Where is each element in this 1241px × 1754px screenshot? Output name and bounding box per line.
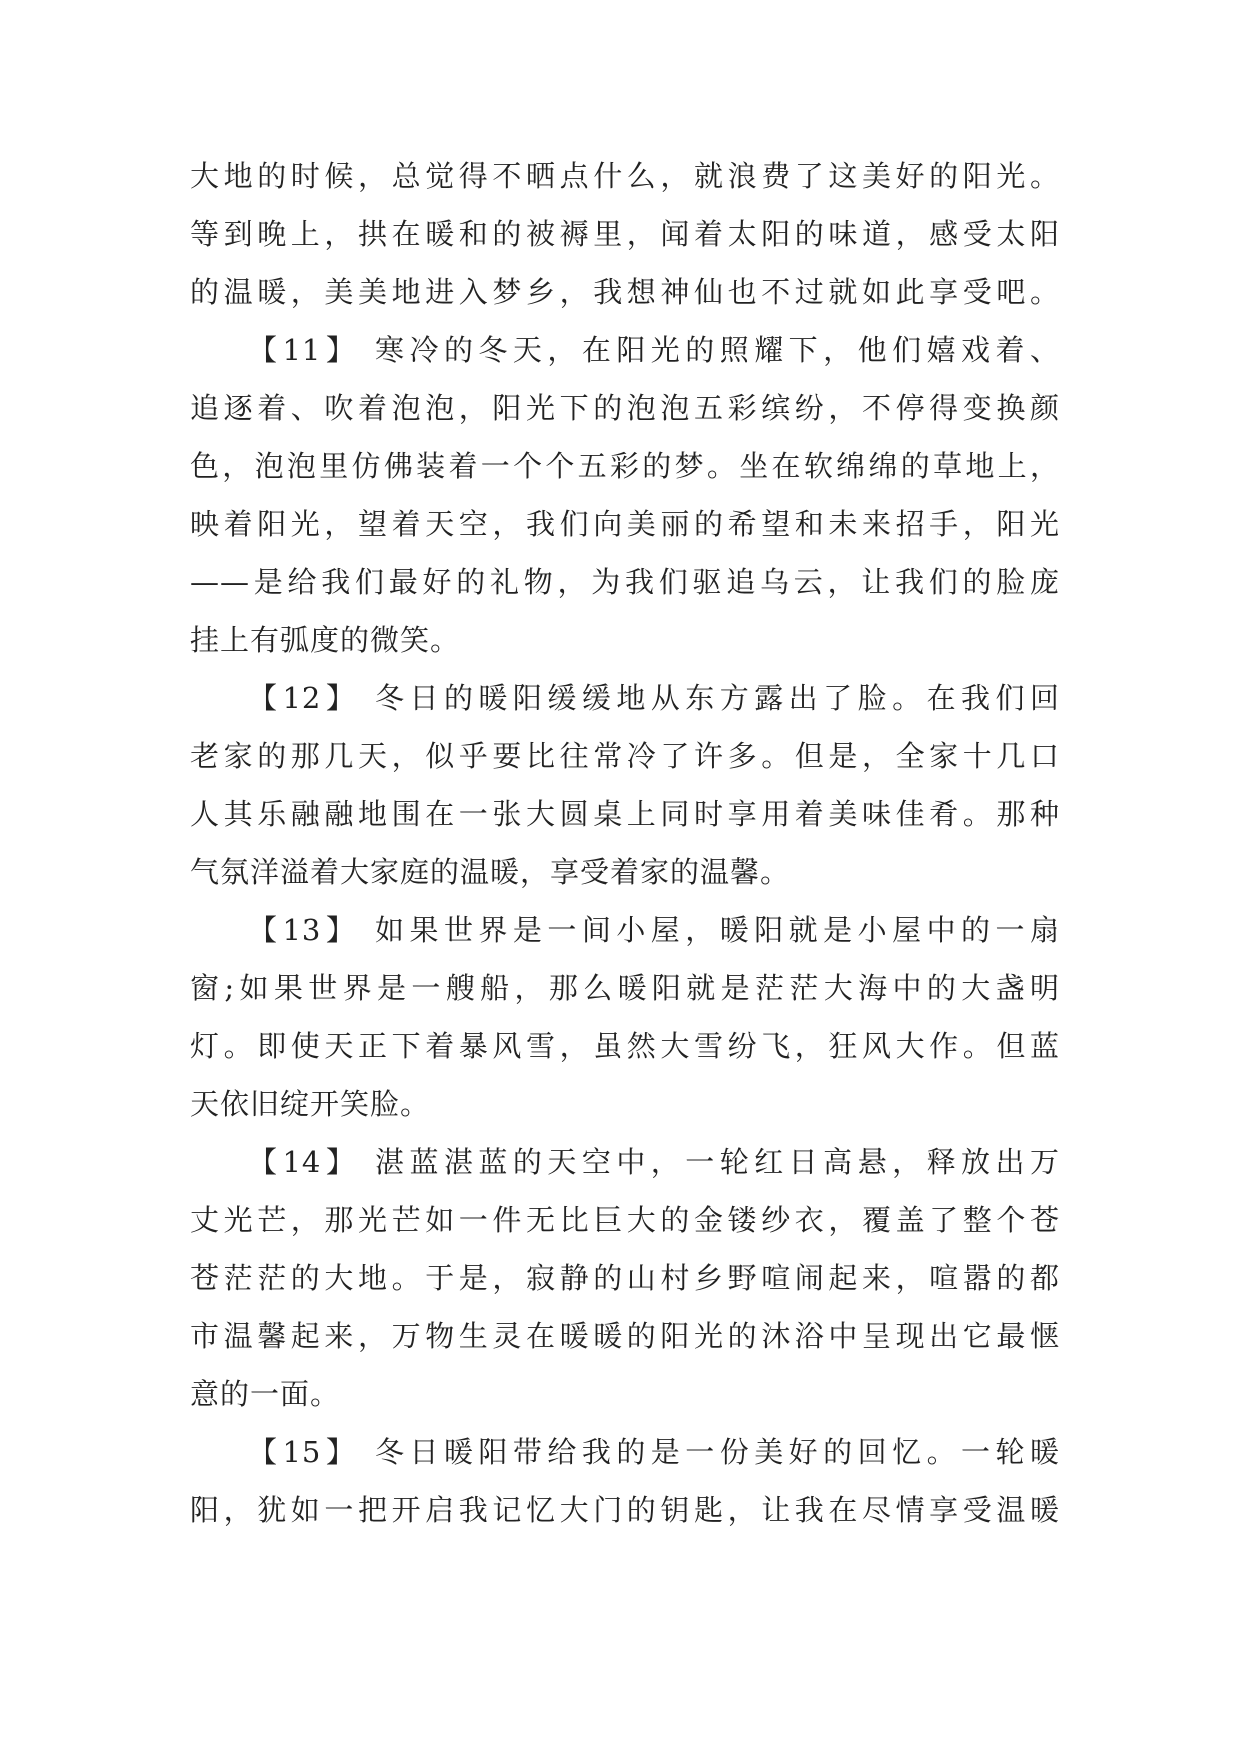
text-line: 等到晚上，拱在暖和的被褥里，闻着太阳的味道，感受太阳 [190,217,1060,251]
text-line: 【12】 冬日的暖阳缓缓地从东方露出了脸。在我们回 [248,681,1060,715]
text-line: 老家的那几天，似乎要比往常冷了许多。但是，全家十几口 [190,739,1060,773]
paragraph [190,1433,1060,1529]
text-line: 阳，犹如一把开启我记忆大门的钥匙，让我在尽情享受温暖 [190,1493,1060,1527]
text-line: 天依旧绽开笑脸。 [190,1087,431,1121]
text-line: 市温馨起来，万物生灵在暖暖的阳光的沐浴中呈现出它最惬 [190,1319,1060,1353]
text-line: 气氛洋溢着大家庭的温暖，享受着家的温馨。 [190,855,791,889]
text-line: 追逐着、吹着泡泡，阳光下的泡泡五彩缤纷，不停得变换颜 [190,391,1060,425]
text-line: 【13】 如果世界是一间小屋，暖阳就是小屋中的一扇 [248,913,1060,947]
paragraph [190,679,1060,891]
text-line: 窗;如果世界是一艘船，那么暖阳就是茫茫大海中的大盏明 [190,971,1060,1005]
text-line: 色，泡泡里仿佛装着一个个五彩的梦。坐在软绵绵的草地上， [190,449,1060,483]
text-line: 意的一面。 [190,1377,341,1411]
text-line: ——是给我们最好的礼物，为我们驱追乌云，让我们的脸庞 [190,565,1060,599]
paragraph [190,331,1060,659]
text-line: 挂上有弧度的微笑。 [190,623,461,657]
text-line: 【14】 湛蓝湛蓝的天空中，一轮红日高悬，释放出万 [248,1145,1060,1179]
paragraph [190,1143,1060,1413]
text-line: 的温暖，美美地进入梦乡，我想神仙也不过就如此享受吧。 [190,275,1060,309]
paragraph [190,911,1060,1123]
text-line: 【11】 寒冷的冬天，在阳光的照耀下，他们嬉戏着、 [248,333,1060,367]
text-line: 灯。即使天正下着暴风雪，虽然大雪纷飞，狂风大作。但蓝 [190,1029,1060,1063]
text-line: 人其乐融融地围在一张大圆桌上同时享用着美味佳肴。那种 [190,797,1060,831]
text-line: 大地的时候，总觉得不晒点什么，就浪费了这美好的阳光。 [190,159,1060,193]
text-line: 【15】 冬日暖阳带给我的是一份美好的回忆。一轮暖 [248,1435,1060,1469]
text-line: 映着阳光，望着天空，我们向美丽的希望和未来招手，阳光 [190,507,1060,541]
text-line: 苍茫茫的大地。于是，寂静的山村乡野喧闹起来，喧嚣的都 [190,1261,1060,1295]
document-body [190,157,1060,1549]
text-line: 丈光芒，那光芒如一件无比巨大的金镂纱衣，覆盖了整个苍 [190,1203,1060,1237]
paragraph [190,157,1060,311]
